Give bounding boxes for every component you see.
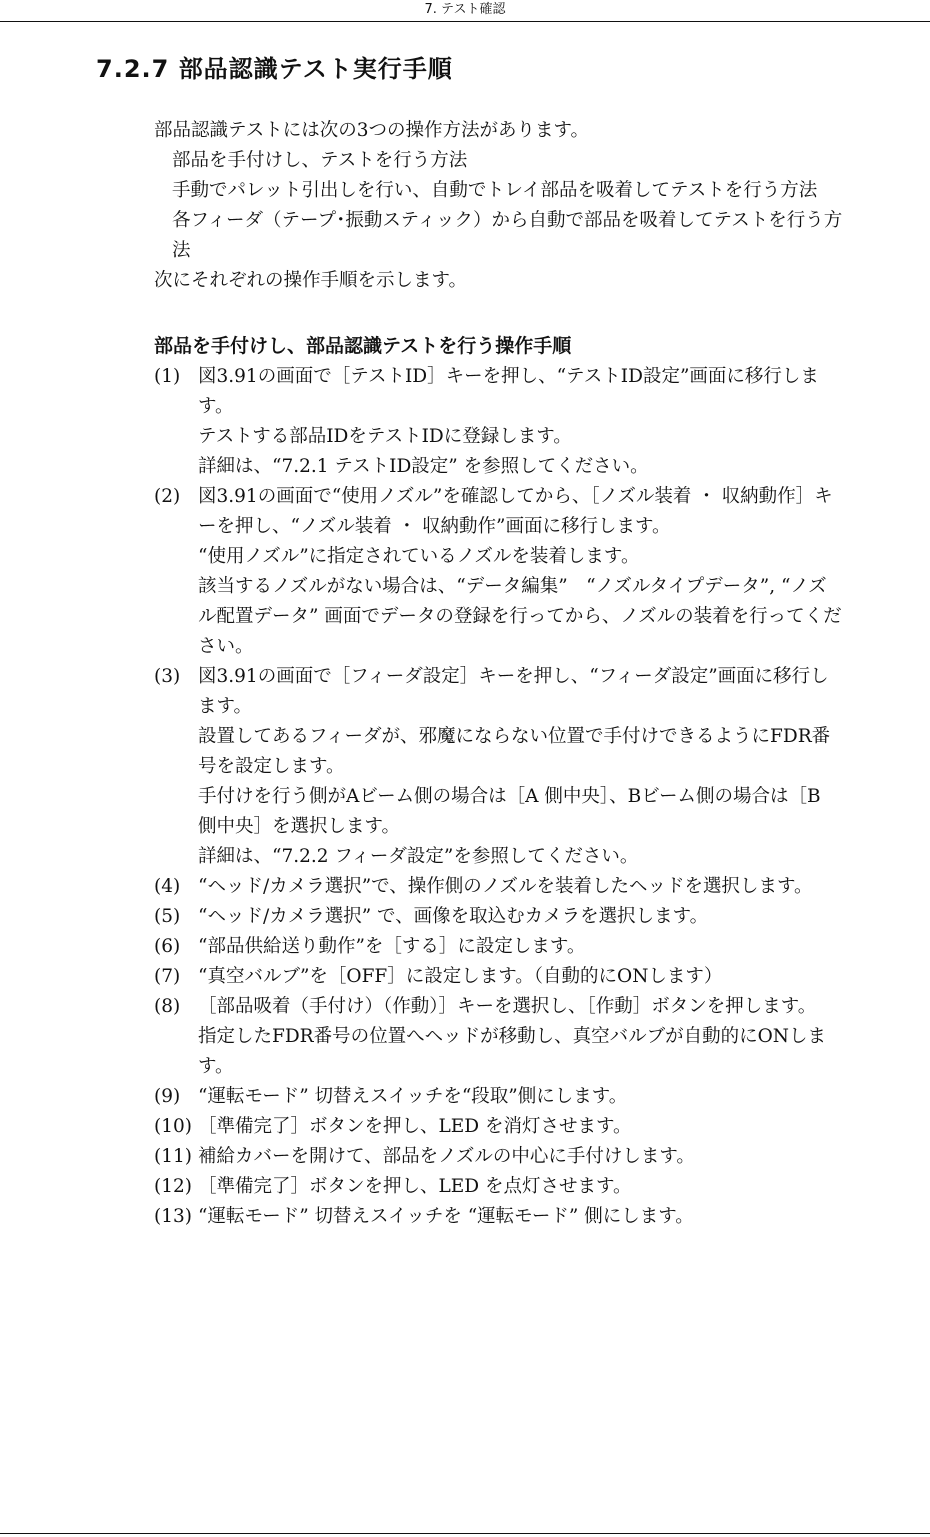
step-text: “運転モード” 切替えスイッチを “運転モード” 側にします。 [198, 1206, 694, 1227]
step-number: (12) [154, 1176, 192, 1197]
method-item: 部品を手付けし、テストを行う方法 [172, 150, 468, 171]
procedure-step [154, 872, 844, 902]
step-number: (7) [154, 966, 181, 987]
step-number: (1) [154, 366, 181, 387]
method-item: 手動でパレット引出しを行い、自動でトレイ部品を吸着してテストを行う方法 [172, 180, 818, 201]
step-text: 設置してあるフィーダが、邪魔にならない位置で手付けできるようにFDR番号を設定します。 [198, 726, 831, 777]
step-text: 詳細は、“7.2.1 テストID設定” を参照してください。 [198, 456, 649, 477]
intro-closing: 次にそれぞれの操作手順を示します。 [154, 270, 468, 291]
step-number: (9) [154, 1086, 181, 1107]
step-text: “部品供給送り動作”を［する］に設定します。 [198, 936, 586, 957]
step-number: (5) [154, 906, 181, 927]
procedure-step [154, 1082, 844, 1112]
procedure-step [154, 902, 844, 932]
step-number: (2) [154, 486, 181, 507]
step-number: (3) [154, 666, 181, 687]
step-number: (10) [154, 1116, 192, 1137]
step-text: “真空バルブ”を［OFF］に設定します。（自動的にONします） [198, 966, 723, 987]
procedure-step-list [154, 362, 844, 1232]
step-text: “ヘッド/カメラ選択” で、画像を取込むカメラを選択します。 [198, 906, 709, 927]
step-text: ［準備完了］ボタンを押し、LED を消灯させます。 [198, 1116, 632, 1137]
method-item: 各フィーダ（テープ･振動スティック）から自動で部品を吸着してテストを行う方法 [172, 210, 843, 261]
step-text: 手付けを行う側がAビーム側の場合は［A 側中央］、Bビーム側の場合は［B 側中央］を選択します。 [198, 786, 821, 837]
step-number: (4) [154, 876, 181, 897]
procedure-step [154, 1172, 844, 1202]
procedure-step [154, 932, 844, 962]
procedure-step [154, 1142, 844, 1172]
step-text: “運転モード” 切替えスイッチを“段取”側にします。 [198, 1086, 628, 1107]
step-text: 該当するノズルがない場合は、“データ編集” “ノズルタイプデータ”, “ノズル配置データ” 画面でデータの登録を行ってから、ノズルの装着を行ってください。 [198, 576, 842, 657]
running-header [0, 0, 930, 22]
procedure-step [154, 482, 844, 662]
procedure-heading: 部品を手付けし、部品認識テストを行う操作手順 [154, 335, 572, 357]
step-text: 図3.91の画面で“使用ノズル”を確認してから、［ノズル装着 ・ 収納動作］キーを押し、“ノズル装着 ・ 収納動作”画面に移行します。 [198, 486, 833, 537]
step-text: テストする部品IDをテストIDに登録します。 [198, 426, 572, 447]
chapter-title: 7. テスト確認 [424, 2, 506, 17]
step-text: 詳細は、“7.2.2 フィーダ設定”を参照してください。 [198, 846, 639, 867]
step-text: 補給カバーを開けて、部品をノズルの中心に手付けします。 [198, 1146, 695, 1167]
procedure-step [154, 992, 844, 1082]
step-text: “使用ノズル”に指定されているノズルを装着します。 [198, 546, 640, 567]
procedure-step [154, 362, 844, 482]
procedure-step [154, 1112, 844, 1142]
step-text: ［準備完了］ボタンを押し、LED を点灯させます。 [198, 1176, 632, 1197]
step-number: (8) [154, 996, 181, 1017]
section-title: 7.2.7 部品認識テスト実行手順 [96, 55, 453, 83]
step-text: ［部品吸着（手付け）（作動）］キーを選択し、［作動］ボタンを押します。 [198, 996, 817, 1017]
procedure-step [154, 662, 844, 872]
step-text: “ヘッド/カメラ選択”で、操作側のノズルを装着したヘッドを選択します。 [198, 876, 813, 897]
method-list [154, 146, 844, 266]
step-number: (13) [154, 1206, 192, 1227]
step-text: 図3.91の画面で［フィーダ設定］キーを押し、“フィーダ設定”画面に移行します。 [198, 666, 829, 717]
step-number: (6) [154, 936, 181, 957]
document-body [154, 116, 844, 1232]
procedure-step [154, 962, 844, 992]
step-text: 指定したFDR番号の位置へヘッドが移動し、真空バルブが自動的にONします。 [198, 1026, 826, 1077]
intro-lead: 部品認識テストには次の3つの操作方法があります。 [154, 120, 590, 141]
step-number: (11) [154, 1146, 192, 1167]
procedure-step [154, 1202, 844, 1232]
footer-rule [0, 1533, 930, 1534]
step-text: 図3.91の画面で［テストID］キーを押し、“テストID設定”画面に移行します。 [198, 366, 819, 417]
